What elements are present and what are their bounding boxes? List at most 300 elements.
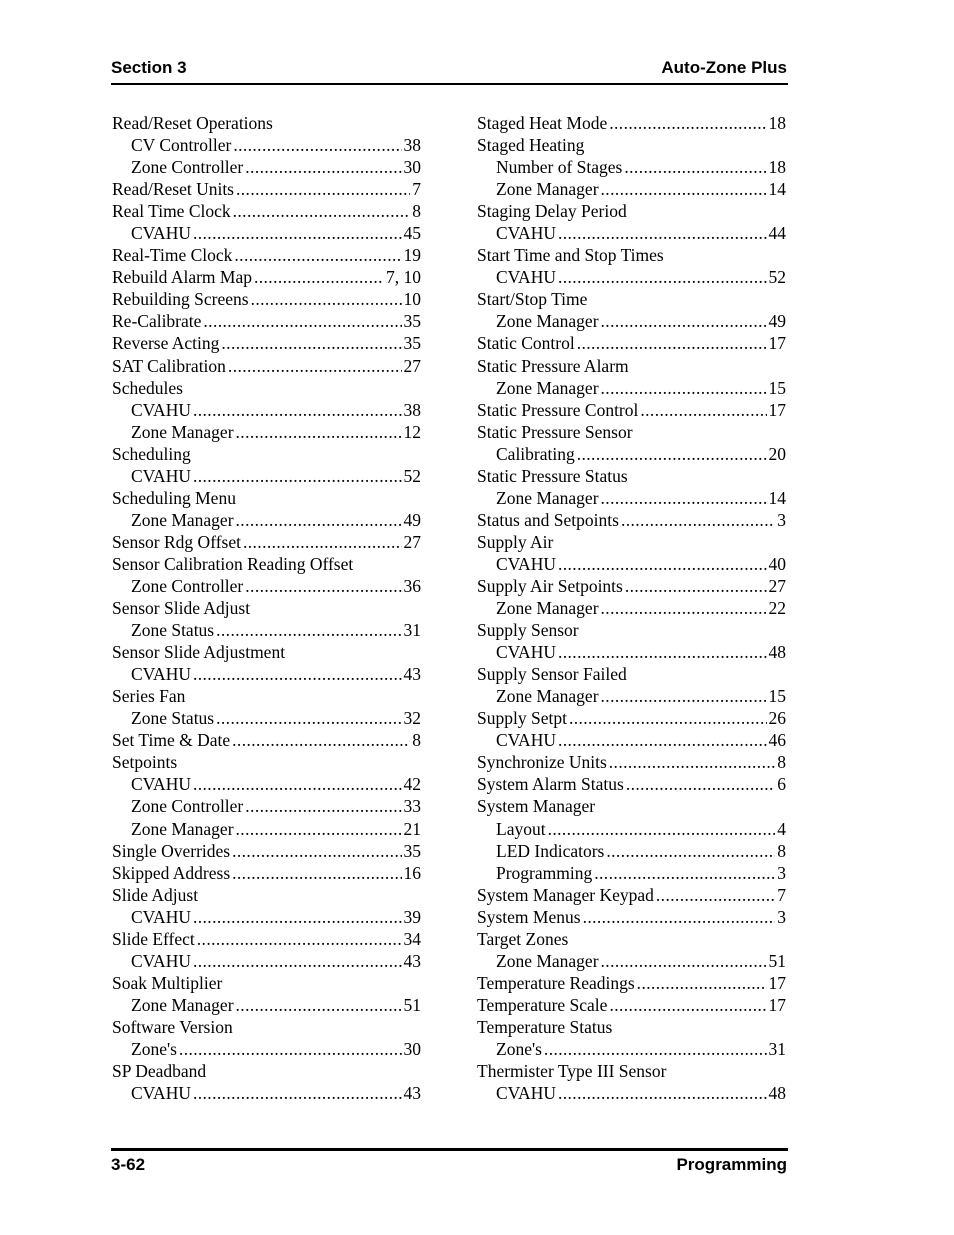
index-entry xyxy=(112,840,421,862)
page-footer xyxy=(111,1155,787,1175)
entry-page-number: 3 xyxy=(777,862,786,883)
entry-page-number: 27 xyxy=(403,531,421,552)
entry-term: Zone Controller xyxy=(131,796,244,817)
index-entry xyxy=(477,972,786,994)
entry-page-number: 10 xyxy=(403,289,421,310)
index-subentry xyxy=(477,310,786,332)
dot-leader xyxy=(216,619,401,641)
entry-term: Sensor Slide Adjustment xyxy=(112,642,286,663)
index-entry xyxy=(477,773,786,795)
dot-leader xyxy=(624,156,766,178)
entry-term: System Alarm Status xyxy=(477,774,624,795)
index-entry xyxy=(477,795,786,817)
dot-leader xyxy=(234,244,401,266)
index-entry xyxy=(112,862,421,884)
entry-page-number: 8 xyxy=(412,201,421,222)
entry-page-number: 52 xyxy=(768,267,786,288)
entry-page-number: 7 xyxy=(777,884,786,905)
dot-leader xyxy=(236,818,402,840)
dot-leader xyxy=(233,200,411,222)
dot-leader xyxy=(558,266,767,288)
index-subentry xyxy=(112,950,421,972)
entry-page-number: 35 xyxy=(403,333,421,354)
index-entry xyxy=(112,531,421,553)
dot-leader xyxy=(558,553,767,575)
entry-term: Re-Calibrate xyxy=(112,311,202,332)
entry-term: Zone Status xyxy=(131,620,215,641)
entry-term: Real Time Clock xyxy=(112,201,231,222)
dot-leader xyxy=(236,509,402,531)
index-entry xyxy=(112,1060,421,1082)
header-rule xyxy=(111,83,788,85)
index-entry xyxy=(112,310,421,332)
entry-term: Sensor Calibration Reading Offset xyxy=(112,553,354,574)
index-subentry xyxy=(477,1082,786,1104)
index-entry xyxy=(477,619,786,641)
entry-term: CVAHU xyxy=(131,950,191,971)
entry-term: Supply Setpt xyxy=(477,708,567,729)
index-entry xyxy=(112,355,421,377)
index-entry xyxy=(112,597,421,619)
index-entry xyxy=(477,399,786,421)
index-entry xyxy=(112,244,421,266)
index-entry xyxy=(112,641,421,663)
entry-page-number: 38 xyxy=(403,135,421,156)
dot-leader xyxy=(193,950,402,972)
entry-page-number: 7, 10 xyxy=(386,267,421,288)
dot-leader xyxy=(577,332,767,354)
entry-page-number: 16 xyxy=(403,862,421,883)
entry-term: Start/Stop Time xyxy=(477,289,588,310)
index-subentry xyxy=(477,862,786,884)
manual-title: Auto-Zone Plus xyxy=(661,58,787,77)
entry-term: Read/Reset Units xyxy=(112,179,234,200)
entry-page-number: 42 xyxy=(403,774,421,795)
entry-page-number: 52 xyxy=(403,465,421,486)
index-subentry xyxy=(477,266,786,288)
entry-term: CVAHU xyxy=(496,223,556,244)
index-entry xyxy=(112,487,421,509)
entry-page-number: 17 xyxy=(768,994,786,1015)
entry-term: Supply Sensor xyxy=(477,620,579,641)
dot-leader xyxy=(193,773,402,795)
index-entry xyxy=(477,134,786,156)
entry-page-number: 27 xyxy=(768,575,786,596)
index-entry xyxy=(112,266,421,288)
dot-leader xyxy=(544,1038,767,1060)
dot-leader xyxy=(558,641,767,663)
dot-leader xyxy=(193,906,402,928)
entry-term: Series Fan xyxy=(112,686,186,707)
entry-page-number: 8 xyxy=(777,840,786,861)
entry-term: Zone Manager xyxy=(496,377,599,398)
entry-term: Zone Manager xyxy=(496,686,599,707)
entry-page-number: 34 xyxy=(403,928,421,949)
index-subentry xyxy=(112,222,421,244)
entry-term: System Manager xyxy=(477,796,596,817)
entry-page-number: 18 xyxy=(768,157,786,178)
page-header xyxy=(111,58,787,78)
entry-term: Calibrating xyxy=(496,443,575,464)
entry-page-number: 49 xyxy=(768,311,786,332)
entry-page-number: 27 xyxy=(403,355,421,376)
entry-page-number: 17 xyxy=(768,399,786,420)
index-entry xyxy=(477,751,786,773)
dot-leader xyxy=(245,795,401,817)
index-subentry xyxy=(112,399,421,421)
entry-term: CVAHU xyxy=(131,399,191,420)
index-entry xyxy=(112,729,421,751)
dot-leader xyxy=(179,1038,402,1060)
dot-leader xyxy=(221,332,401,354)
entry-page-number: 7 xyxy=(412,179,421,200)
index-subentry xyxy=(112,994,421,1016)
entry-term: Soak Multiplier xyxy=(112,972,223,993)
entry-page-number: 51 xyxy=(403,994,421,1015)
entry-term: Staging Delay Period xyxy=(477,201,627,222)
entry-term: SAT Calibration xyxy=(112,355,226,376)
index-entry xyxy=(477,884,786,906)
entry-page-number: 31 xyxy=(403,620,421,641)
dot-leader xyxy=(601,377,767,399)
dot-leader xyxy=(232,840,401,862)
index-subentry xyxy=(477,840,786,862)
entry-page-number: 45 xyxy=(403,223,421,244)
index-entry xyxy=(477,707,786,729)
dot-leader xyxy=(236,421,402,443)
entry-term: Zone Manager xyxy=(131,421,234,442)
entry-page-number: 17 xyxy=(768,972,786,993)
index-entry xyxy=(112,377,421,399)
entry-term: Schedules xyxy=(112,377,183,398)
dot-leader xyxy=(656,884,775,906)
entry-page-number: 49 xyxy=(403,509,421,530)
dot-leader xyxy=(236,994,402,1016)
entry-term: Thermister Type III Sensor xyxy=(477,1061,667,1082)
entry-term: Supply Air Setpoints xyxy=(477,575,623,596)
entry-term: Software Version xyxy=(112,1016,233,1037)
dot-leader xyxy=(558,1082,767,1104)
entry-term: Layout xyxy=(496,818,546,839)
index-entry xyxy=(477,906,786,928)
index-entry xyxy=(112,178,421,200)
chapter-title: Programming xyxy=(676,1155,787,1174)
index-entry xyxy=(477,112,786,134)
entry-page-number: 15 xyxy=(768,686,786,707)
entry-page-number: 12 xyxy=(403,421,421,442)
dot-leader xyxy=(245,156,401,178)
index-subentry xyxy=(477,178,786,200)
dot-leader xyxy=(197,928,402,950)
dot-leader xyxy=(193,399,402,421)
dot-leader xyxy=(558,729,767,751)
entry-page-number: 51 xyxy=(768,950,786,971)
entry-term: Staged Heating xyxy=(477,135,585,156)
entry-term: Synchronize Units xyxy=(477,752,607,773)
entry-term: Single Overrides xyxy=(112,840,231,861)
entry-page-number: 38 xyxy=(403,399,421,420)
entry-term: CVAHU xyxy=(496,1083,556,1104)
dot-leader xyxy=(601,950,767,972)
entry-term: Zone Manager xyxy=(496,598,599,619)
entry-page-number: 22 xyxy=(768,598,786,619)
entry-term: Static Control xyxy=(477,333,575,354)
index-entry xyxy=(112,553,421,575)
dot-leader xyxy=(548,818,776,840)
entry-page-number: 18 xyxy=(768,113,786,133)
entry-term: Real-Time Clock xyxy=(112,245,233,266)
entry-term: SP Deadband xyxy=(112,1061,207,1082)
dot-leader xyxy=(601,178,767,200)
index-subentry xyxy=(477,377,786,399)
dot-leader xyxy=(625,575,767,597)
index-subentry xyxy=(477,222,786,244)
index-entry xyxy=(477,509,786,531)
dot-leader xyxy=(193,222,402,244)
dot-leader xyxy=(251,288,402,310)
index-entry xyxy=(112,112,421,134)
index-entry xyxy=(477,994,786,1016)
entry-term: Scheduling Menu xyxy=(112,487,236,508)
index-subentry xyxy=(477,685,786,707)
dot-leader xyxy=(609,994,766,1016)
entry-page-number: 43 xyxy=(403,664,421,685)
index-entry xyxy=(477,288,786,310)
index-subentry xyxy=(112,663,421,685)
entry-term: Setpoints xyxy=(112,752,178,773)
index-subentry xyxy=(477,1038,786,1060)
entry-term: Temperature Readings xyxy=(477,972,635,993)
dot-leader xyxy=(558,222,767,244)
entry-term: Set Time & Date xyxy=(112,730,231,751)
index-entry xyxy=(112,1016,421,1038)
index-subentry xyxy=(112,575,421,597)
index-subentry xyxy=(112,795,421,817)
entry-term: CVAHU xyxy=(496,553,556,574)
index-entry xyxy=(477,575,786,597)
entry-term: CVAHU xyxy=(131,774,191,795)
index-subentry xyxy=(477,443,786,465)
entry-term: CV Controller xyxy=(131,135,232,156)
entry-page-number: 6 xyxy=(777,774,786,795)
index-subentry xyxy=(112,134,421,156)
entry-term: Temperature Status xyxy=(477,1016,613,1037)
entry-page-number: 48 xyxy=(768,1083,786,1104)
dot-leader xyxy=(609,751,775,773)
index-entry xyxy=(477,200,786,222)
entry-term: Rebuilding Screens xyxy=(112,289,249,310)
entry-term: System Manager Keypad xyxy=(477,884,654,905)
entry-term: Target Zones xyxy=(477,928,569,949)
entry-page-number: 43 xyxy=(403,1083,421,1104)
index-entry xyxy=(112,928,421,950)
index-subentry xyxy=(112,1038,421,1060)
entry-page-number: 43 xyxy=(403,950,421,971)
entry-term: Zone Manager xyxy=(496,950,599,971)
dot-leader xyxy=(637,972,767,994)
entry-term: Rebuild Alarm Map xyxy=(112,267,252,288)
entry-page-number: 17 xyxy=(768,333,786,354)
index-entry xyxy=(477,1060,786,1082)
entry-page-number: 46 xyxy=(768,730,786,751)
entry-term: Static Pressure Control xyxy=(477,399,639,420)
entry-term: Zone Manager xyxy=(131,818,234,839)
entry-term: Temperature Scale xyxy=(477,994,608,1015)
section-label: Section 3 xyxy=(111,58,187,77)
dot-leader xyxy=(254,266,384,288)
entry-page-number: 33 xyxy=(403,796,421,817)
index-entry xyxy=(477,244,786,266)
entry-term: CVAHU xyxy=(131,465,191,486)
dot-leader xyxy=(601,487,767,509)
entry-term: CVAHU xyxy=(131,1083,191,1104)
entry-term: CVAHU xyxy=(496,642,556,663)
entry-page-number: 3 xyxy=(777,906,786,927)
index-subentry xyxy=(112,619,421,641)
entry-term: CVAHU xyxy=(496,267,556,288)
index-entry xyxy=(112,200,421,222)
index-entry xyxy=(477,355,786,377)
entry-term: Static Pressure Status xyxy=(477,465,628,486)
dot-leader xyxy=(569,707,767,729)
entry-term: Slide Effect xyxy=(112,928,195,949)
index-subentry xyxy=(477,950,786,972)
entry-page-number: 30 xyxy=(403,1038,421,1059)
index-subentry xyxy=(477,818,786,840)
entry-term: Number of Stages xyxy=(496,157,623,178)
entry-term: Supply Air xyxy=(477,531,554,552)
entry-term: Zone Manager xyxy=(496,179,599,200)
index-column-right xyxy=(477,112,786,1104)
index-subentry xyxy=(477,553,786,575)
entry-term: Scheduling xyxy=(112,443,191,464)
entry-term: Reverse Acting xyxy=(112,333,220,354)
entry-term: Staged Heat Mode xyxy=(477,113,608,133)
index-subentry xyxy=(112,707,421,729)
index-subentry xyxy=(112,773,421,795)
dot-leader xyxy=(609,112,766,134)
index-subentry xyxy=(477,641,786,663)
index-subentry xyxy=(112,509,421,531)
entry-term: LED Indicators xyxy=(496,840,605,861)
entry-page-number: 19 xyxy=(403,245,421,266)
entry-term: Static Pressure Alarm xyxy=(477,355,629,376)
entry-page-number: 20 xyxy=(768,443,786,464)
entry-page-number: 35 xyxy=(403,840,421,861)
entry-term: Zone Controller xyxy=(131,157,244,178)
index-column-left xyxy=(112,112,421,1104)
entry-page-number: 26 xyxy=(768,708,786,729)
entry-term: Static Pressure Sensor xyxy=(477,421,633,442)
index-subentry xyxy=(112,421,421,443)
entry-page-number: 44 xyxy=(768,223,786,244)
dot-leader xyxy=(245,575,401,597)
index-entry xyxy=(112,751,421,773)
entry-term: System Menus xyxy=(477,906,581,927)
entry-term: Status and Setpoints xyxy=(477,509,619,530)
entry-term: Zone's xyxy=(496,1038,542,1059)
entry-page-number: 32 xyxy=(403,708,421,729)
dot-leader xyxy=(232,862,401,884)
index-entry xyxy=(112,884,421,906)
index-entry xyxy=(477,465,786,487)
entry-term: CVAHU xyxy=(131,664,191,685)
dot-leader xyxy=(236,178,410,200)
index-entry xyxy=(477,421,786,443)
dot-leader xyxy=(232,729,410,751)
entry-page-number: 14 xyxy=(768,487,786,508)
entry-page-number: 30 xyxy=(403,157,421,178)
entry-term: Supply Sensor Failed xyxy=(477,664,627,685)
index-subentry xyxy=(112,1082,421,1104)
index-entry xyxy=(112,972,421,994)
entry-term: Sensor Rdg Offset xyxy=(112,531,241,552)
entry-page-number: 35 xyxy=(403,311,421,332)
entry-term: Zone's xyxy=(131,1038,177,1059)
index-subentry xyxy=(477,156,786,178)
dot-leader xyxy=(193,465,402,487)
entry-page-number: 14 xyxy=(768,179,786,200)
index-entry xyxy=(112,332,421,354)
index-entry xyxy=(112,288,421,310)
index-entry xyxy=(112,443,421,465)
dot-leader xyxy=(233,134,401,156)
index-subentry xyxy=(477,597,786,619)
dot-leader xyxy=(601,597,767,619)
entry-term: Programming xyxy=(496,862,593,883)
entry-term: Skipped Address xyxy=(112,862,231,883)
dot-leader xyxy=(193,1082,402,1104)
entry-term: Zone Manager xyxy=(131,994,234,1015)
footer-rule xyxy=(111,1148,788,1151)
index-entry xyxy=(477,663,786,685)
entry-term: Read/Reset Operations xyxy=(112,113,273,133)
index-subentry xyxy=(477,729,786,751)
entry-page-number: 39 xyxy=(403,906,421,927)
dot-leader xyxy=(594,862,775,884)
entry-term: Slide Adjust xyxy=(112,884,199,905)
dot-leader xyxy=(583,906,776,928)
index-subentry xyxy=(477,487,786,509)
dot-leader xyxy=(601,310,767,332)
entry-page-number: 8 xyxy=(412,730,421,751)
entry-page-number: 36 xyxy=(403,575,421,596)
entry-page-number: 4 xyxy=(777,818,786,839)
index-subentry xyxy=(112,156,421,178)
entry-term: Zone Status xyxy=(131,708,215,729)
index-entry xyxy=(477,1016,786,1038)
dot-leader xyxy=(203,310,401,332)
index-entry xyxy=(112,685,421,707)
index-entry xyxy=(477,531,786,553)
entry-term: CVAHU xyxy=(131,223,191,244)
dot-leader xyxy=(228,355,402,377)
page-number: 3-62 xyxy=(111,1155,146,1174)
index-entry xyxy=(477,332,786,354)
entry-term: Zone Manager xyxy=(496,311,599,332)
entry-page-number: 3 xyxy=(777,509,786,530)
index-subentry xyxy=(112,465,421,487)
entry-page-number: 40 xyxy=(768,553,786,574)
entry-page-number: 31 xyxy=(768,1038,786,1059)
dot-leader xyxy=(243,531,402,553)
dot-leader xyxy=(577,443,767,465)
dot-leader xyxy=(626,773,775,795)
entry-term: Zone Manager xyxy=(496,487,599,508)
entry-page-number: 15 xyxy=(768,377,786,398)
dot-leader xyxy=(606,840,775,862)
entry-term: Zone Controller xyxy=(131,575,244,596)
